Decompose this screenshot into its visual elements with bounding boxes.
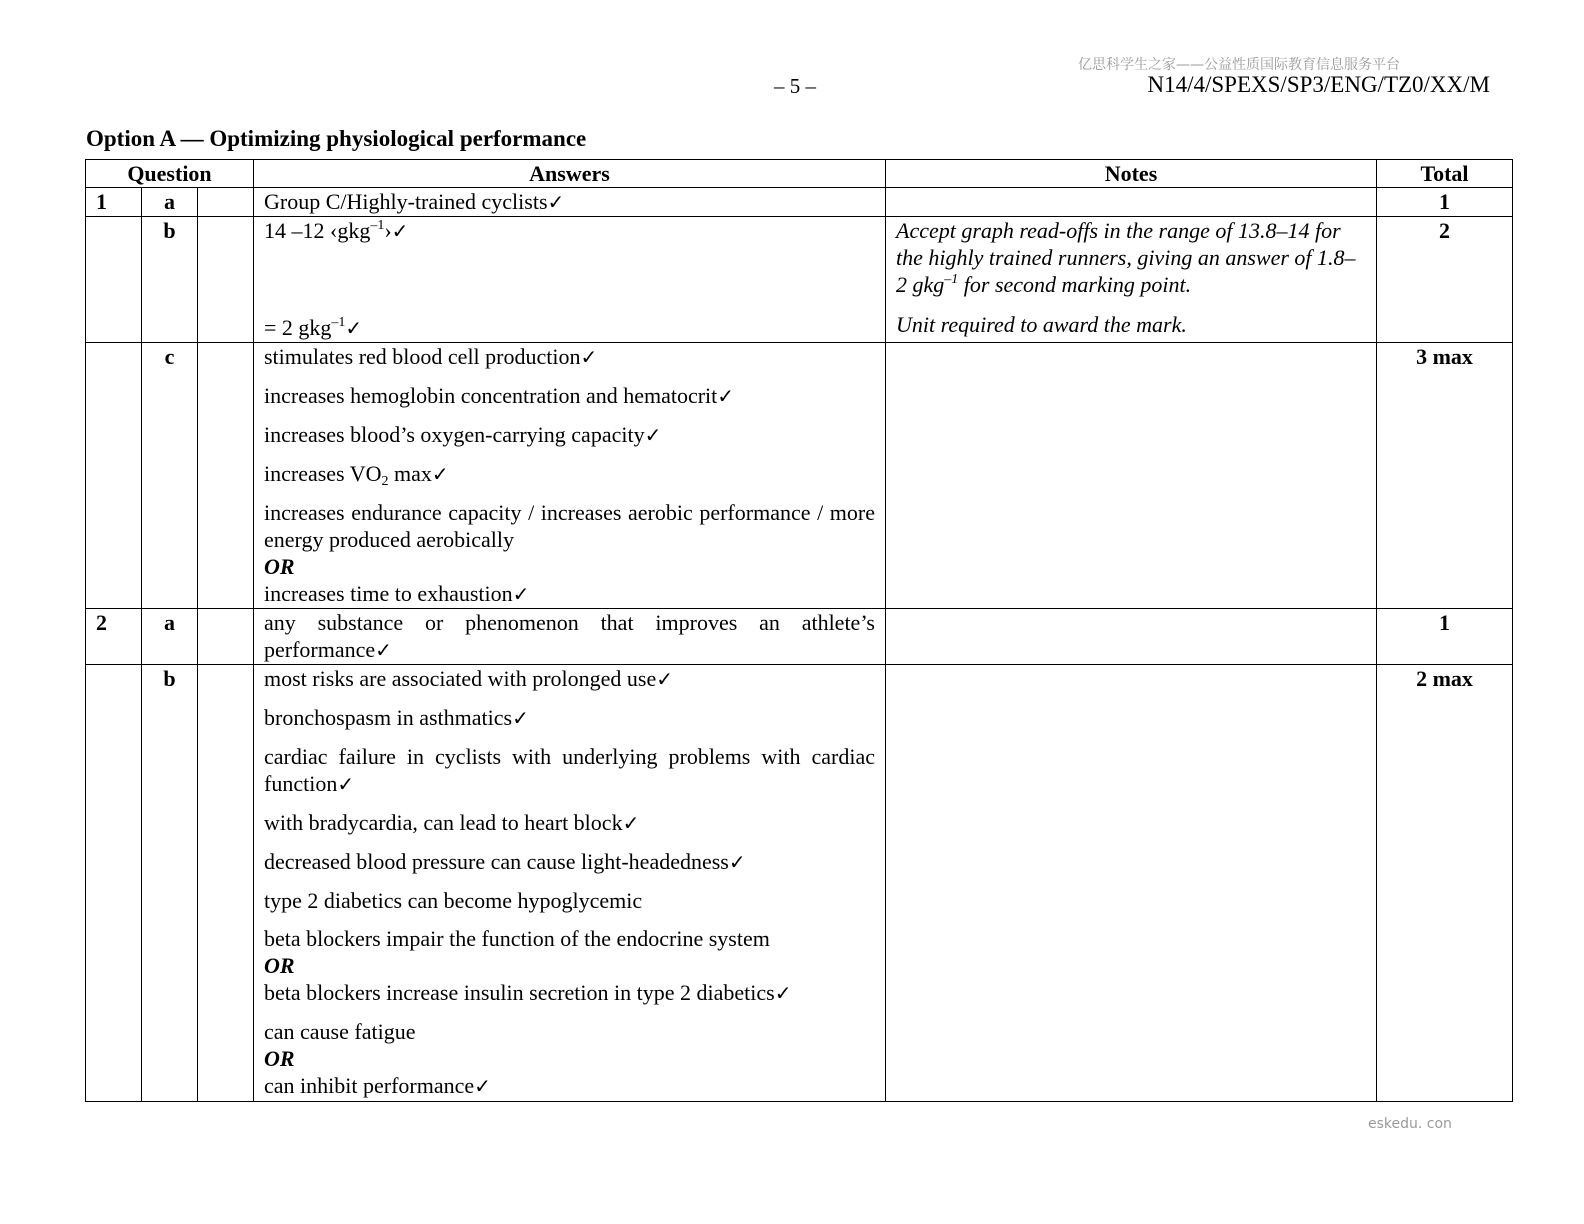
answer-line: increases endurance capacity / increases aerobic performance / more energy produced aerobically (264, 500, 875, 552)
answer-cell (254, 665, 886, 1102)
answer-group (264, 925, 875, 1007)
answer-line: increases blood’s oxygen-carrying capacity✓ (264, 422, 662, 447)
table-row (86, 188, 1513, 217)
question-part: b (142, 665, 198, 1102)
or-label: OR (264, 1046, 295, 1071)
notes-cell (886, 665, 1377, 1102)
header-answers: Answers (254, 160, 886, 188)
total-mark: 2 (1377, 217, 1513, 343)
check-mark-icon: ✓ (512, 706, 529, 730)
page-number: – 5 – (774, 74, 816, 98)
question-subpart (198, 188, 254, 217)
check-mark-icon: ✓ (656, 667, 674, 691)
check-mark-icon: ✓ (375, 638, 392, 662)
answer-cell (254, 609, 886, 665)
total-mark: 1 (1377, 188, 1513, 217)
header-notes: Notes (886, 160, 1377, 188)
check-mark-icon: ✓ (431, 462, 449, 486)
or-label: OR (264, 554, 295, 579)
notes-cell (886, 217, 1377, 343)
question-part: a (142, 609, 198, 665)
answer-cell (254, 188, 886, 217)
question-subpart (198, 217, 254, 343)
answer-line: beta blockers increase insulin secretion in type 2 diabetics✓ (264, 980, 792, 1005)
section-title: Option A — Optimizing physiological performance (86, 126, 587, 151)
question-number (86, 343, 142, 609)
notes-cell (886, 343, 1377, 609)
question-subpart (198, 665, 254, 1102)
answer-cell (254, 217, 886, 343)
answer-line: stimulates red blood cell production✓ (264, 344, 598, 369)
check-mark-icon: ✓ (717, 384, 735, 408)
note-line: Unit required to award the mark. (896, 312, 1187, 337)
question-number (86, 665, 142, 1102)
question-part: b (142, 217, 198, 343)
check-mark-icon: ✓ (644, 423, 662, 447)
notes-cell (886, 609, 1377, 665)
question-subpart (198, 343, 254, 609)
check-mark-icon: ✓ (580, 345, 598, 369)
answer-line: increases $VO_2$ max✓ (264, 461, 449, 489)
header-question: Question (86, 160, 254, 188)
total-mark: 1 (1377, 609, 1513, 665)
header-total: Total (1377, 160, 1513, 188)
question-part: c (142, 343, 198, 609)
watermark-top: 亿思科学生之家——公益性质国际教育信息服务平台 (1078, 57, 1400, 73)
answer-line: bronchospasm in asthmatics✓ (264, 705, 529, 730)
answer-cell (254, 343, 886, 609)
answer-line: can cause fatigue (264, 1019, 416, 1044)
check-mark-icon: ✓ (512, 582, 530, 606)
answer-line: most risks are associated with prolonged use✓ (264, 666, 674, 691)
check-mark-icon: ✓ (474, 1074, 491, 1098)
table-row (86, 609, 1513, 665)
answer-text: Group C/Highly-trained cyclists (264, 189, 548, 214)
markscheme-table (85, 159, 1513, 1102)
check-mark-icon: ✓ (622, 811, 640, 835)
check-mark-icon: ✓ (391, 219, 409, 243)
answer-line: can inhibit performance✓ (264, 1073, 491, 1098)
table-row (86, 217, 1513, 343)
table-row (86, 665, 1513, 1102)
answer-line: beta blockers impair the function of the endocrine system (264, 926, 770, 951)
answer-text: any substance or phenomenon that improves an athlete’s performance (264, 610, 875, 662)
answer-group (264, 1018, 875, 1100)
total-mark: 3 max (1377, 343, 1513, 609)
or-label: OR (264, 953, 295, 978)
question-subpart (198, 609, 254, 665)
check-mark-icon: ✓ (774, 981, 792, 1005)
notes-cell (886, 188, 1377, 217)
header-row (86, 160, 1513, 188)
question-number (86, 217, 142, 343)
answer-line: 14 –12 ‹gkg$^{-1}$›✓ (264, 218, 409, 243)
answer-line: = 2 gkg$^{-1}$✓ (264, 315, 363, 340)
answer-line: cardiac failure in cyclists with underlying problems with cardiac function✓ (264, 744, 875, 796)
check-mark-icon: ✓ (345, 316, 363, 340)
answer-line: type 2 diabetics can become hypoglycemic (264, 888, 643, 913)
total-mark: 2 max (1377, 665, 1513, 1102)
answer-line: increases hemoglobin concentration and hematocrit✓ (264, 383, 735, 408)
note-line: Accept graph read-offs in the range of 13.8–14 for the highly trained runners, giving an answer of 1.8–2 gkg$^{-1}$ for second marking point. (896, 218, 1356, 297)
question-number: 2 (86, 609, 142, 665)
answer-line: with bradycardia, can lead to heart block✓ (264, 810, 640, 835)
watermark-bottom: eskedu. con (1368, 1116, 1452, 1132)
question-number: 1 (86, 188, 142, 217)
check-mark-icon: ✓ (547, 190, 565, 214)
answer-group (264, 499, 875, 608)
table-row (86, 343, 1513, 609)
reference-code: N14/4/SPEXS/SP3/ENG/TZ0/XX/M (1147, 72, 1490, 97)
answer-line: increases time to exhaustion✓ (264, 581, 530, 606)
answer-line: decreased blood pressure can cause light-headedness✓ (264, 849, 746, 874)
check-mark-icon: ✓ (337, 772, 355, 796)
check-mark-icon: ✓ (728, 850, 746, 874)
question-part: a (142, 188, 198, 217)
